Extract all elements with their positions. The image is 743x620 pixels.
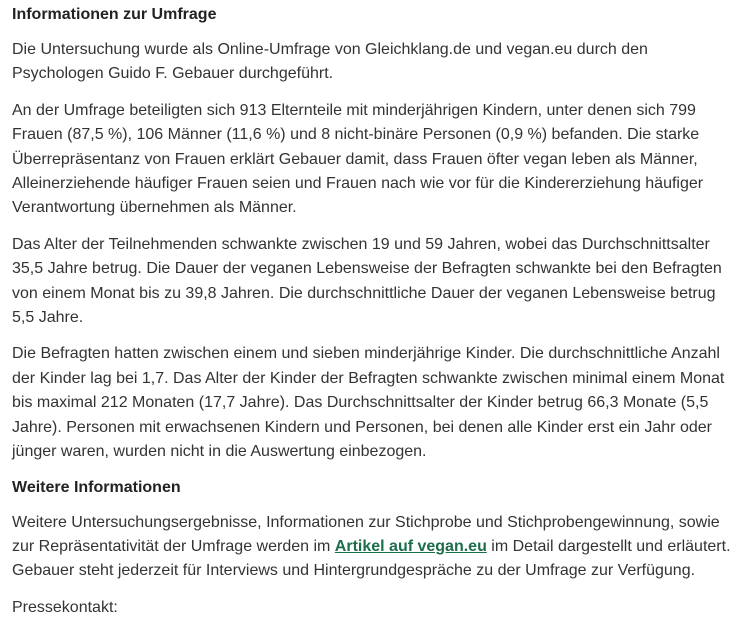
paragraph-survey-intro: Die Untersuchung wurde als Online-Umfrage von Gleichklang.de und vegan.eu durch den Psychologen Guido F. Gebauer durchgeführt. <box>12 41 648 83</box>
paragraph-children: Die Befragten hatten zwischen einem und sieben minderjährige Kinder. Die durchschnittliche Anzahl der Kinder lag bei 1,7. Das Alter der Kinder der Befragten schwankte zwischen minimal einem Monat bis maximal 212 Monaten (17,7 Jahre). Das Durchschnittsalter der Kinder betrug 66,3 Monate (5,5 Jahre). Personen mit erwachsenen Kindern und Personen, bei denen alle Kinder erst ein Jahr oder jünger waren, wurden nicht in die Auswertung einbezogen. <box>12 345 725 461</box>
section-heading-survey: Informationen zur Umfrage <box>12 6 217 23</box>
paragraph-more-info-after: im Detail dargestellt und erläutert. Gebauer steht jederzeit für Interviews und Hintergrundgespräche zu der Umfrage zur Verfügung. <box>12 537 731 580</box>
paragraph-age: Das Alter der Teilnehmenden schwankte zwischen 19 und 59 Jahren, wobei das Durchschnittsalter 35,5 Jahre betrug. Die Dauer der veganen Lebensweise der Befragten schwankte bei den Befragten von einem Monat bis zu 39,8 Jahren. Die durchschnittliche Dauer der veganen Lebensweise betrug 5,5 Jahre. <box>12 235 722 327</box>
paragraph-more-info-before: Weitere Untersuchungsergebnisse, Informationen zur Stichprobe und Stichprobengewinnung, sowie zur Repräsentativität der Umfrage werden im <box>12 513 720 555</box>
press-contact-label: Pressekontakt: <box>12 598 118 616</box>
section-heading-more-info: Weitere Informationen <box>12 478 181 496</box>
article-link[interactable]: Artikel auf vegan.eu <box>334 537 487 555</box>
paragraph-more-info <box>12 511 733 584</box>
paragraph-participants: An der Umfrage beteiligten sich 913 Elternteile mit minderjährigen Kindern, unter denen sich 799 Frauen (87,5 %), 106 Männer (11,6 %) und 8 nicht-binäre Personen (0,9 %) befanden. Die starke Überrepräsentanz von Frauen erklärt Gebauer damit, dass Frauen öfter vegan leben als Männer, Alleinerziehende häufiger Frauen seien und Frauen nach wie vor für die Kindererziehung häufiger Verantwortung übernehmen als Männer. <box>12 101 704 217</box>
